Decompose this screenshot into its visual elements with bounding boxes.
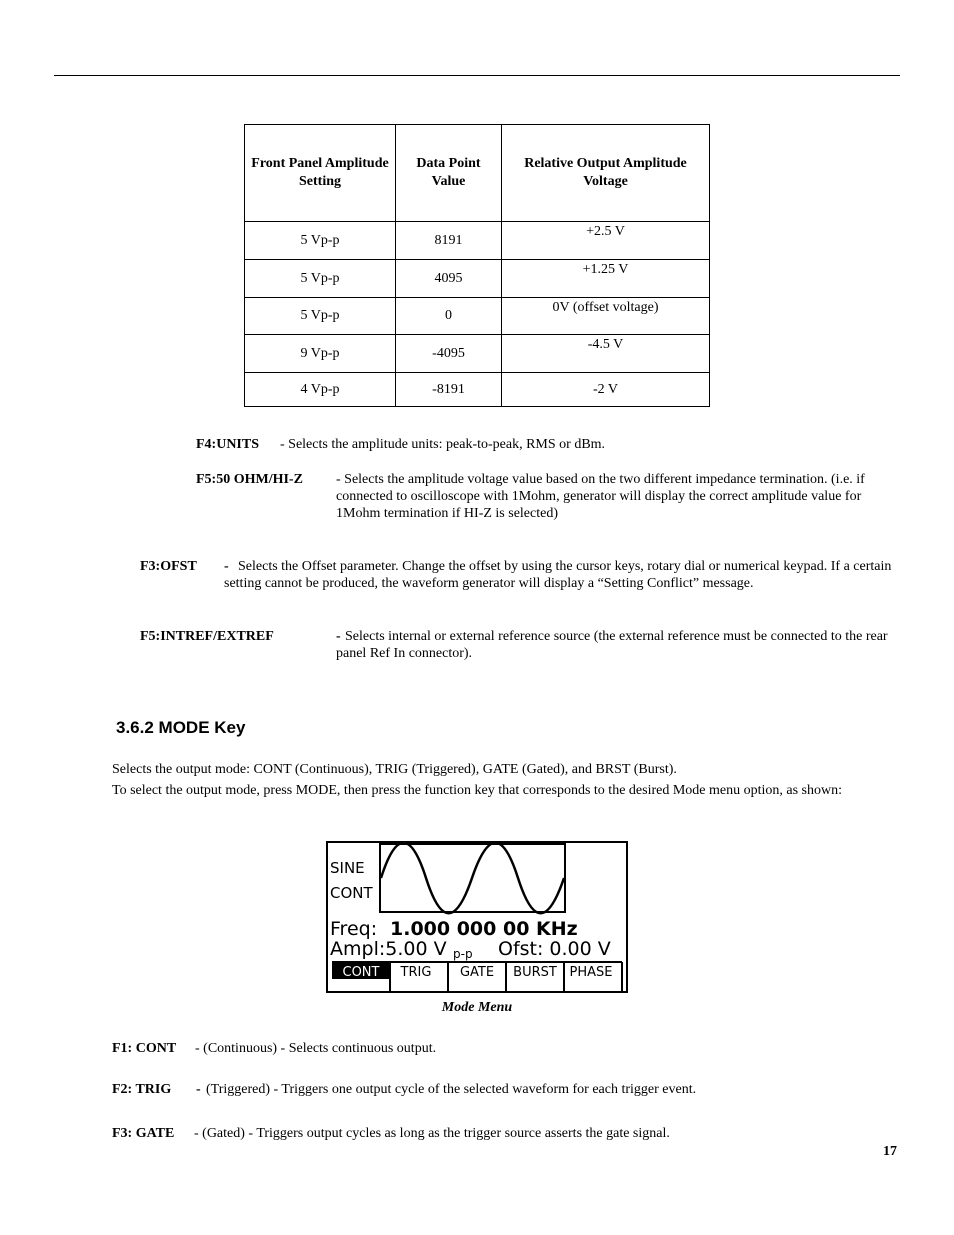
f1-key: F1: CONT [112,1041,177,1056]
figure-caption: Mode Menu [441,1000,513,1015]
page-number: 17 [883,1144,897,1159]
cell-voltage: +1.25 V [502,260,710,298]
header-relative-output: Relative Output Amplitude Voltage [502,125,710,222]
softkey-cont[interactable]: CONT [342,965,380,980]
cell-setting: 4 Vp-p [245,373,396,407]
lcd-mode-label: CONT [330,884,373,902]
softkey-phase[interactable]: PHASE [569,965,613,980]
f3-ofst-desc: Selects the Offset parameter. Change the offset by using the cursor keys, rotary dial or numerical keypad. If a certain setting cannot be produced, the waveform generator will display a “Setting Conflict” message. [224,559,892,591]
f5-ref-dash: - [336,629,341,644]
f4-units-desc: - Selects the amplitude units: peak-to-peak, RMS or dBm. [280,437,606,452]
table-header-row [245,125,710,222]
lcd-ofst: Ofst: 0.00 V [498,938,611,960]
softkey-gate[interactable]: GATE [459,965,495,980]
table-row [245,373,710,407]
f5-ref-desc: Selects internal or external reference source (the external reference must be connected to the rear panel Ref In connector). [336,629,888,661]
intro-line-2: To select the output mode, press MODE, then press the function key that corresponds to the desired Mode menu option, as shown: [112,783,842,798]
cell-voltage: -4.5 V [502,335,710,373]
cell-value: 4095 [396,260,502,298]
cell-value: 0 [396,298,502,335]
f3-ofst-dash: - [224,559,229,574]
lcd-ampl: Ampl:5.00 V [330,938,447,960]
f2-desc: (Triggered) - Triggers one output cycle of the selected waveform for each trigger event. [206,1082,697,1097]
f2-dash: - [196,1082,201,1097]
cell-setting: 5 Vp-p [245,260,396,298]
table-row [245,222,710,260]
cell-value: 8191 [396,222,502,260]
header-data-point: Data Point Value [396,125,502,222]
cell-setting: 5 Vp-p [245,222,396,260]
f5-ohm-key: F5:50 OHM/HI-Z [196,472,303,487]
header-front-panel: Front Panel Amplitude Setting [245,125,396,222]
table-row [245,335,710,373]
cell-setting: 9 Vp-p [245,335,396,373]
cell-value: -8191 [396,373,502,407]
f3-key: F3: GATE [112,1126,175,1141]
cell-setting: 5 Vp-p [245,298,396,335]
cell-voltage: -2 V [502,373,710,407]
cell-value: -4095 [396,335,502,373]
f4-units-key: F4:UNITS [196,437,260,452]
lcd-freq-value: 1.000 000 00 KHz [390,918,578,940]
lcd-freq-label: Freq: [330,918,378,940]
header-rule [54,75,900,76]
f5-ref-key: F5:INTREF/EXTREF [140,629,274,644]
softkey-trig[interactable]: TRIG [400,965,432,980]
amplitude-table [244,124,710,407]
table-row [245,260,710,298]
table-row [245,298,710,335]
mode-menu-lcd [326,841,628,994]
lcd-wave-label: SINE [330,859,365,877]
intro-line-1: Selects the output mode: CONT (Continuous), TRIG (Triggered), GATE (Gated), and BRST (Burst). [112,762,677,777]
section-heading: 3.6.2 MODE Key [116,718,246,737]
f3-desc: - (Gated) - Triggers output cycles as long as the trigger source asserts the gate signal. [194,1126,670,1141]
f1-desc: - (Continuous) - Selects continuous output. [195,1041,437,1056]
lcd-ampl-unit: p-p [453,947,473,961]
f3-ofst-key: F3:OFST [140,559,197,574]
f2-key: F2: TRIG [112,1082,172,1097]
cell-voltage: 0V (offset voltage) [502,298,710,335]
f5-ohm-desc: - Selects the amplitude voltage value based on the two different impedance termination. (i.e. if connected to oscilloscope with 1Mohm, generator will display the correct amplitude value for 1Mohm termination if HI-Z is selected) [336,472,865,521]
softkey-burst[interactable]: BURST [513,965,557,980]
cell-voltage: +2.5 V [502,222,710,260]
